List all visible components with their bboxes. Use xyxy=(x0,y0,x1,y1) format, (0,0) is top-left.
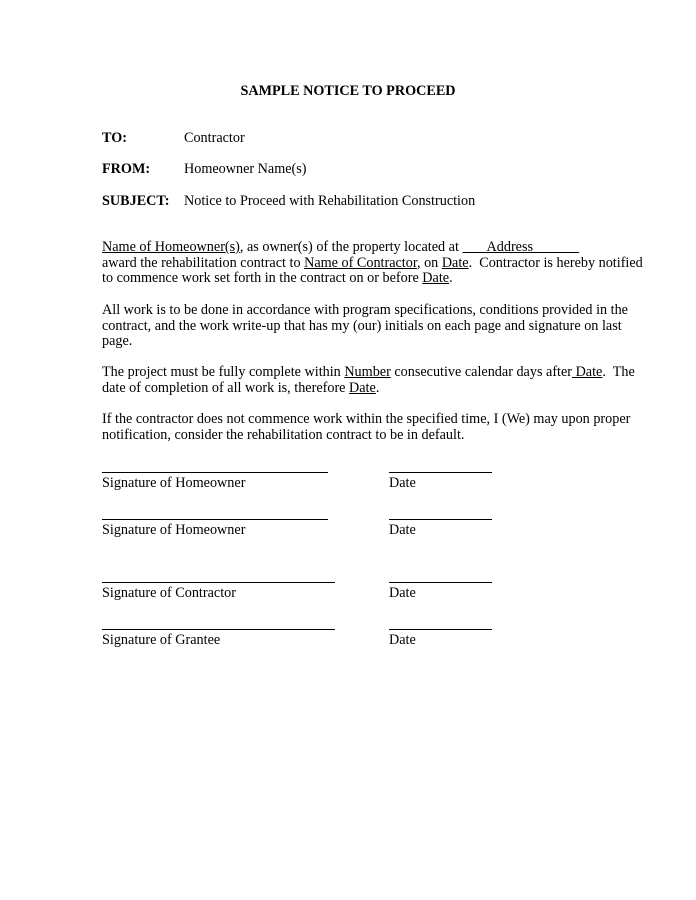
date-line[interactable] xyxy=(389,582,492,583)
paragraph-line: If the contractor does not commence work within the specified time, I (We) may upon proper xyxy=(102,411,631,427)
paragraph-line: All work is to be done in accordance with program specifications, conditions provided in the xyxy=(102,302,628,318)
completion-date-field: Date xyxy=(349,379,376,396)
signature-line[interactable] xyxy=(102,519,328,520)
paragraph-text: , on xyxy=(416,254,442,271)
paragraph-line: contract, and the work write-up that has my (our) initials on each page and signature on last xyxy=(102,317,622,334)
subject-label: SUBJECT: xyxy=(102,193,170,209)
paragraph-work-specifications xyxy=(102,303,630,350)
paragraph-line xyxy=(102,240,630,256)
to-value: Contractor xyxy=(184,130,245,146)
paragraph-text: . xyxy=(375,379,380,396)
signature-label: Signature of Grantee xyxy=(102,632,221,648)
paragraph-line xyxy=(102,254,643,272)
date-label: Date xyxy=(389,522,416,538)
paragraph-line xyxy=(102,364,635,381)
paragraph-text: The project must be fully complete within xyxy=(102,364,345,380)
signature-line[interactable] xyxy=(102,582,335,583)
paragraph-text: . The xyxy=(602,364,635,380)
signature-label: Signature of Homeowner xyxy=(102,522,246,538)
paragraph-text: award the rehabilitation contract to xyxy=(102,254,305,271)
signature-label: Signature of Homeowner xyxy=(102,475,246,491)
date-label: Date xyxy=(389,475,416,491)
date-label: Date xyxy=(389,585,416,601)
paragraph-line: page. xyxy=(102,333,133,350)
paragraph-line xyxy=(102,271,630,287)
to-label: TO: xyxy=(102,130,127,146)
award-date-field: Date xyxy=(441,254,469,271)
date-label: Date xyxy=(389,632,416,648)
address-field: Address xyxy=(462,239,580,255)
paragraph-completion-time xyxy=(102,364,635,396)
paragraph-text: . xyxy=(449,270,453,287)
date-line[interactable] xyxy=(389,519,492,520)
signature-line[interactable] xyxy=(102,629,335,630)
paragraph-homeowner-award xyxy=(102,239,643,287)
from-value: Homeowner Name(s) xyxy=(184,161,307,177)
paragraph-text: consecutive calendar days after xyxy=(390,364,573,380)
signature-line[interactable] xyxy=(102,472,328,473)
paragraph-text: date of completion of all work is, therefore xyxy=(102,379,350,396)
paragraph-line: notification, consider the rehabilitation contract to be in default. xyxy=(102,426,465,443)
document-title: SAMPLE NOTICE TO PROCEED xyxy=(240,83,456,99)
paragraph-text: . Contractor is hereby notified xyxy=(468,254,643,271)
start-date-field: Date xyxy=(572,364,603,380)
from-label: FROM: xyxy=(102,161,151,177)
homeowner-name-field: Name of Homeowner(s) xyxy=(102,239,240,255)
subject-value: Notice to Proceed with Rehabilitation Construction xyxy=(184,193,476,209)
signature-label: Signature of Contractor xyxy=(102,585,236,601)
contractor-name-field: Name of Contractor xyxy=(304,254,417,271)
date-line[interactable] xyxy=(389,629,492,630)
paragraph-line xyxy=(102,381,630,397)
paragraph-text: to commence work set forth in the contract on or before xyxy=(102,270,423,287)
number-of-days-field: Number xyxy=(344,364,391,380)
commence-date-field: Date xyxy=(422,270,450,287)
paragraph-default-clause xyxy=(102,412,630,443)
paragraph-text: , as owner(s) of the property located at xyxy=(239,239,463,255)
date-line[interactable] xyxy=(389,472,492,473)
